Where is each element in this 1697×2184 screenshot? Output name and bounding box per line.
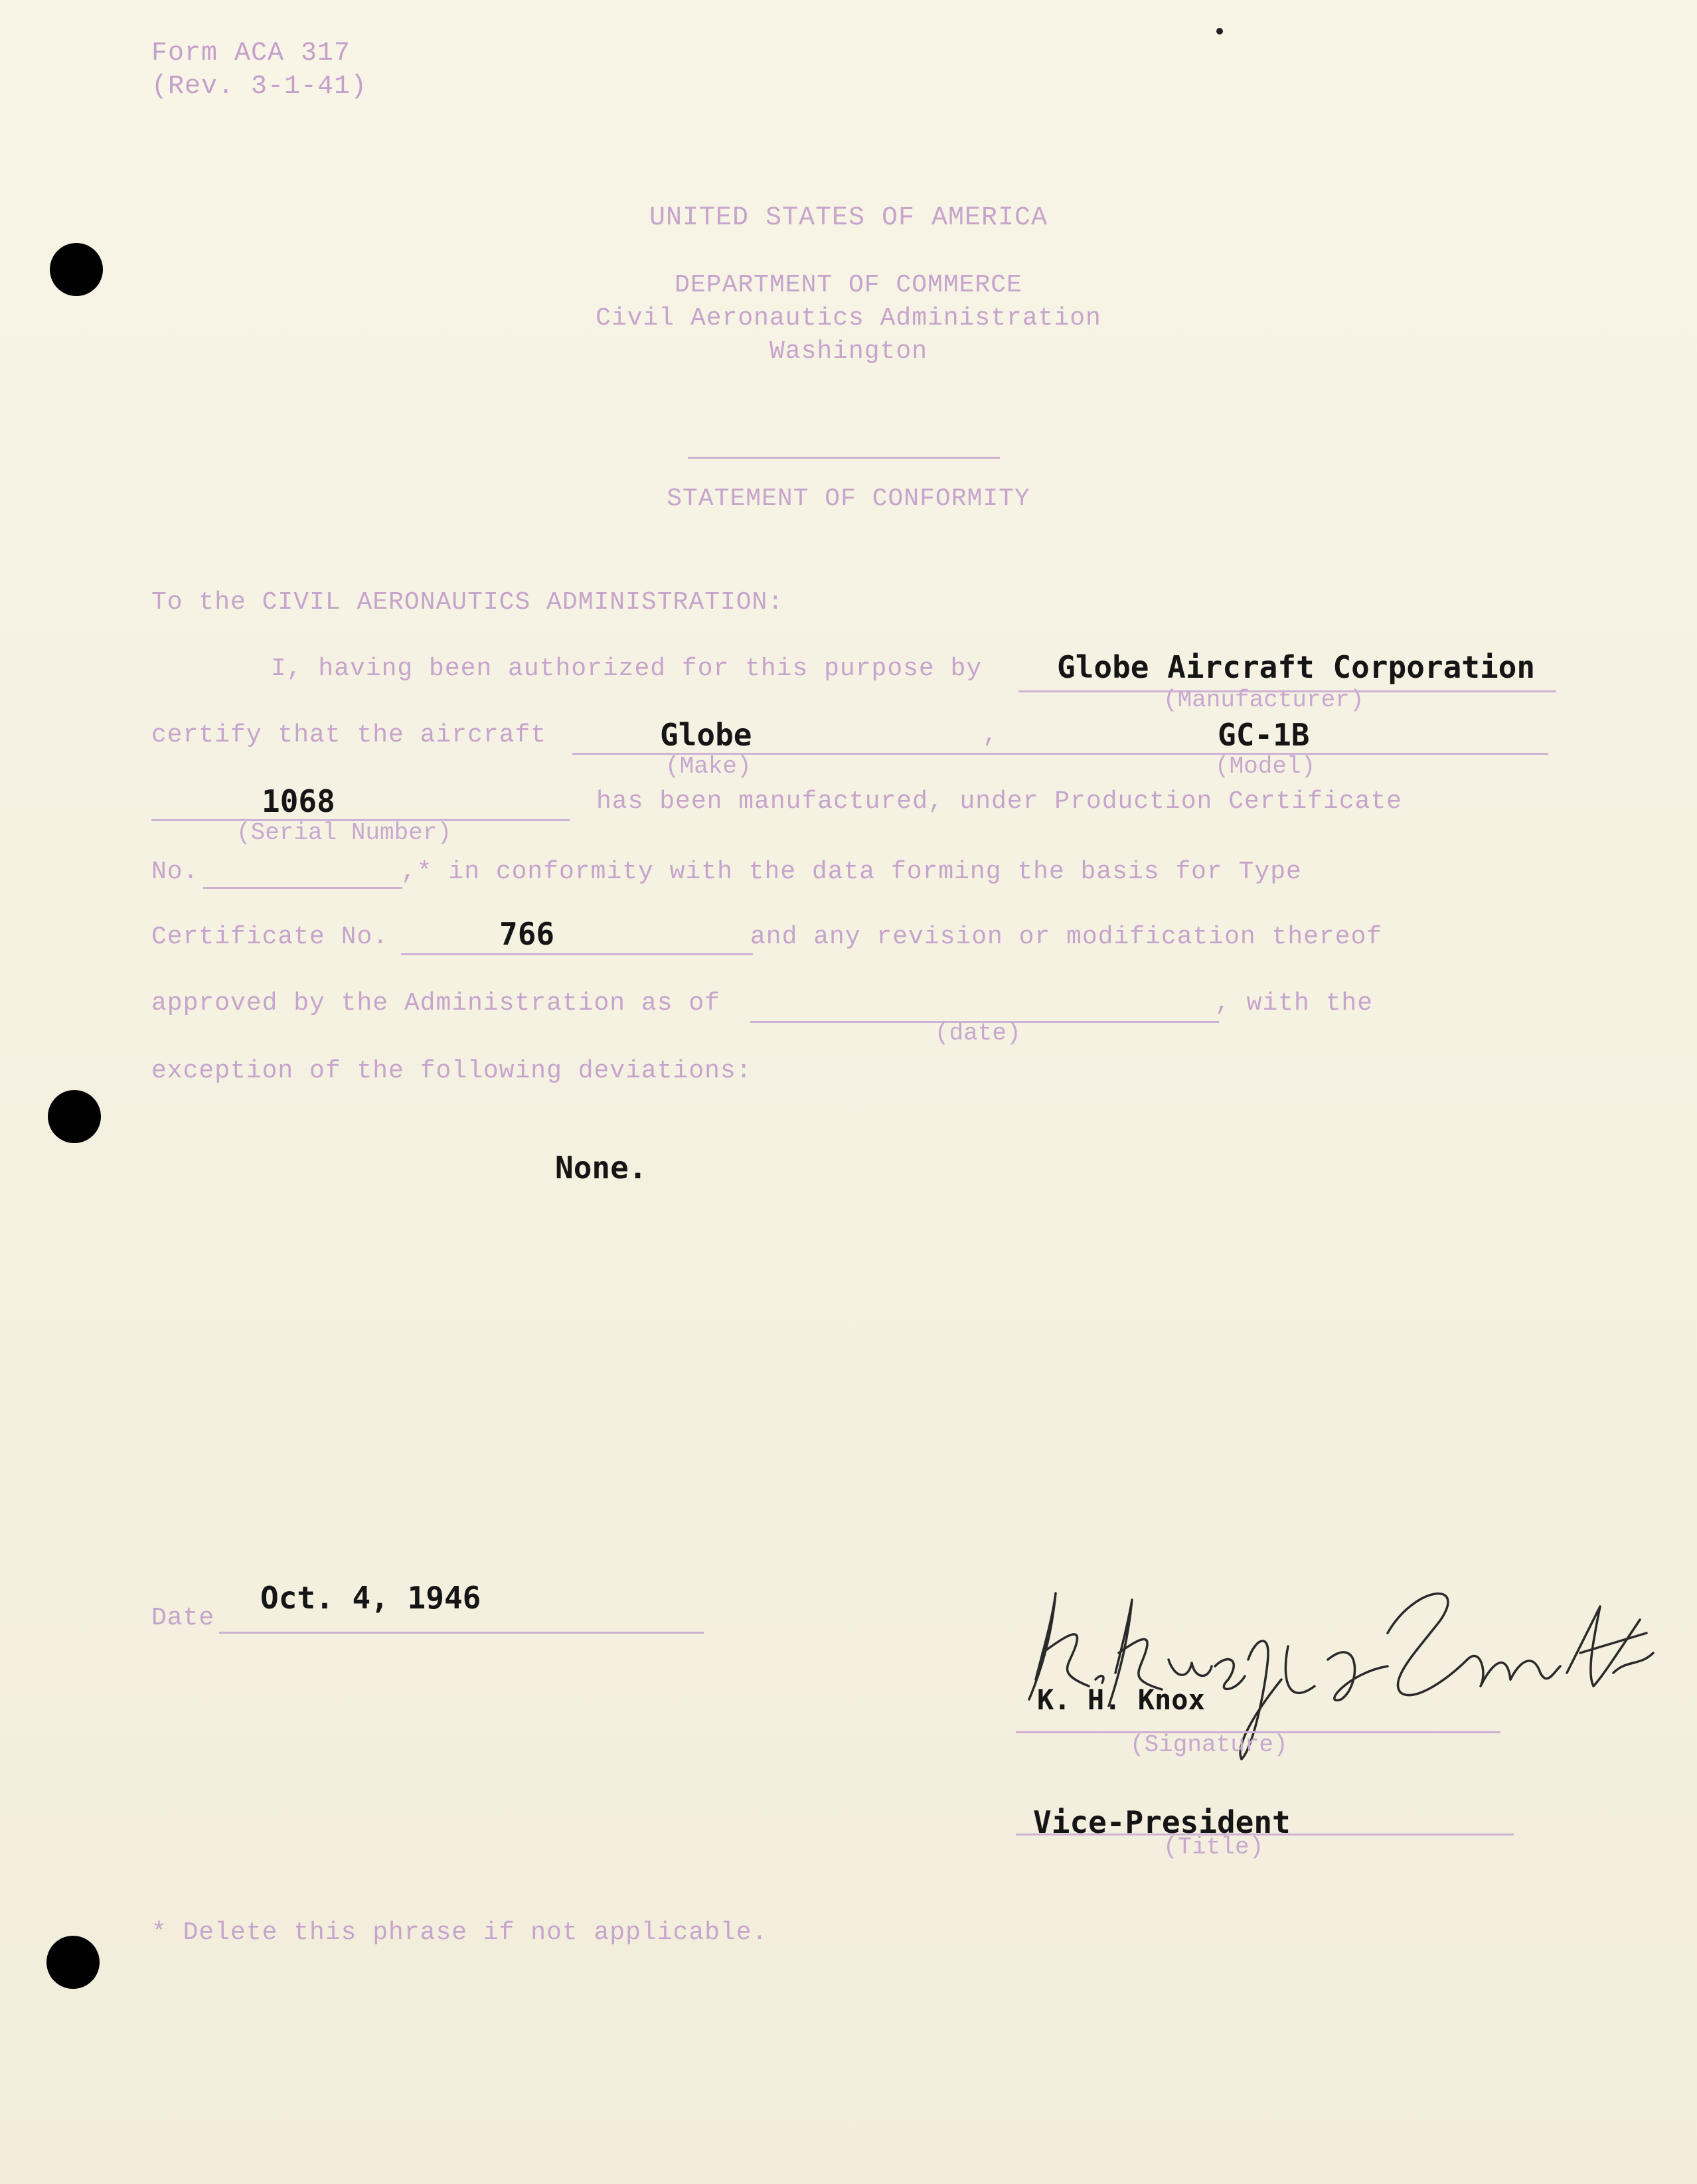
form-revision: (Rev. 3-1-41) [151, 72, 368, 102]
signatory-name: K. H. Knox [1037, 1683, 1205, 1716]
make-caption: (Make) [665, 753, 752, 780]
type-certificate-value: 766 [499, 916, 555, 952]
punch-hole [46, 1936, 100, 1989]
form-number: Form ACA 317 [151, 39, 351, 68]
type-certificate-line [401, 953, 753, 955]
header-city: Washington [769, 337, 928, 366]
production-no-line [203, 887, 402, 889]
header-country: UNITED STATES OF AMERICA [649, 203, 1048, 233]
date-line [219, 1632, 704, 1634]
handwritten-signature [1016, 1580, 1680, 1779]
type-certificate-label: Certificate No. [151, 923, 389, 951]
manufacturer-value: Globe Aircraft Corporation [1057, 649, 1536, 685]
punch-hole [48, 1090, 101, 1143]
date-caption: (date) [935, 1020, 1021, 1047]
model-value: GC-1B [1218, 717, 1310, 753]
certify-text: certify that the aircraft [151, 721, 547, 749]
date-label: Date [151, 1604, 215, 1632]
salutation: To the CIVIL AERONAUTICS ADMINISTRATION: [151, 588, 784, 617]
comma: , [983, 721, 999, 749]
make-value: Globe [660, 717, 752, 753]
deviations-value: None. [555, 1150, 647, 1186]
footnote: * Delete this phrase if not applicable. [151, 1918, 768, 1947]
conformity-text: ,* in conformity with the data forming the basis for Type [401, 858, 1302, 886]
signatory-title: Vice-President [1033, 1804, 1291, 1840]
revision-text: and any revision or modification thereof [750, 923, 1383, 951]
header-administration: Civil Aeronautics Administration [596, 304, 1101, 333]
approved-text: approved by the Administration as of [151, 989, 720, 1018]
exception-text: exception of the following deviations: [151, 1057, 752, 1085]
manufacturer-caption: (Manufacturer) [1163, 686, 1364, 714]
authorization-text: I, having been authorized for this purpose by [271, 655, 983, 683]
production-certificate-text: has been manufactured, under Production Certificate [596, 787, 1402, 816]
with-the-text: , with the [1215, 989, 1374, 1018]
document-title: STATEMENT OF CONFORMITY [667, 485, 1030, 513]
title-line [1016, 1833, 1514, 1835]
model-caption: (Model) [1215, 753, 1316, 780]
date-value: Oct. 4, 1946 [260, 1580, 481, 1616]
serial-caption: (Serial Number) [236, 819, 452, 846]
title-caption: (Title) [1163, 1833, 1264, 1861]
serial-number-value: 1068 [262, 783, 335, 819]
ink-speck [1216, 28, 1223, 35]
production-no-label: No. [151, 858, 199, 886]
signature-caption: (Signature) [1130, 1731, 1288, 1758]
header-divider [688, 457, 1000, 459]
header-department: DEPARTMENT OF COMMERCE [675, 271, 1022, 299]
